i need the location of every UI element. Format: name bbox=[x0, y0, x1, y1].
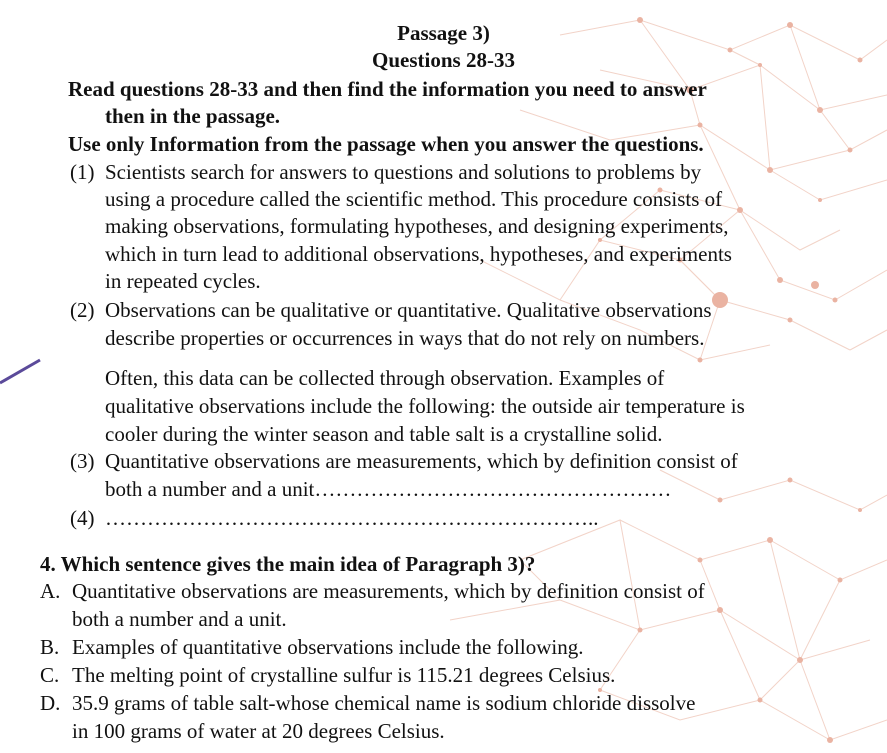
instruction-line-1: Read questions 28-33 and then find the information you need to answer bbox=[68, 77, 707, 101]
paragraph-2-continuation-line: Often, this data can be collected through observation. Examples of bbox=[105, 366, 665, 390]
paragraph-4-number: (4) bbox=[70, 506, 95, 530]
option-c-letter: C. bbox=[40, 663, 60, 687]
paragraph-2-continuation-line: qualitative observations include the following: the outside air temperature is bbox=[105, 394, 745, 418]
paragraph-3-line: Quantitative observations are measurements, which by definition consist of bbox=[105, 449, 738, 473]
paragraph-3-number: (3) bbox=[70, 449, 95, 473]
option-b-text: Examples of quantitative observations include the following. bbox=[72, 635, 584, 659]
instruction-line-2: then in the passage. bbox=[105, 104, 281, 128]
paragraph-1-number: (1) bbox=[70, 160, 95, 184]
passage-subtitle: Questions 28-33 bbox=[372, 48, 515, 72]
option-a-text: Quantitative observations are measurements, which by definition consist of bbox=[72, 579, 705, 603]
paragraph-1-line: which in turn lead to additional observations, hypotheses, and experiments bbox=[105, 242, 732, 266]
paragraph-2-line: describe properties or occurrences in ways that do not rely on numbers. bbox=[105, 326, 705, 350]
option-c-text: The melting point of crystalline sulfur is 115.21 degrees Celsius. bbox=[72, 663, 616, 687]
paragraph-1-line: Scientists search for answers to questions and solutions to problems by bbox=[105, 160, 702, 184]
paragraph-4-line: …………………………………………………………….. bbox=[105, 506, 599, 530]
paragraph-1-line: in repeated cycles. bbox=[105, 269, 261, 293]
paragraph-3-line: both a number and a unit…………………………………………… bbox=[105, 477, 672, 501]
option-d-text: in 100 grams of water at 20 degrees Celsius. bbox=[72, 719, 445, 743]
option-d-text: 35.9 grams of table salt-whose chemical name is sodium chloride dissolve bbox=[72, 691, 696, 715]
passage-title: Passage 3) bbox=[397, 21, 490, 45]
paragraph-2-number: (2) bbox=[70, 298, 95, 322]
option-b-letter: B. bbox=[40, 635, 60, 659]
paragraph-2-continuation-line: cooler during the winter season and table salt is a crystalline solid. bbox=[105, 422, 663, 446]
paragraph-1-line: making observations, formulating hypotheses, and designing experiments, bbox=[105, 214, 729, 238]
question-stem: 4. Which sentence gives the main idea of Paragraph 3)? bbox=[40, 552, 536, 576]
paragraph-1-line: using a procedure called the scientific method. This procedure consists of bbox=[105, 187, 723, 211]
pen-stroke-mark bbox=[0, 360, 40, 383]
option-d-letter: D. bbox=[40, 691, 61, 715]
paragraph-2-line: Observations can be qualitative or quantitative. Qualitative observations bbox=[105, 298, 712, 322]
option-a-text: both a number and a unit. bbox=[72, 607, 287, 631]
instruction-line-3: Use only Information from the passage when you answer the questions. bbox=[68, 132, 704, 156]
option-a-letter: A. bbox=[40, 579, 61, 603]
